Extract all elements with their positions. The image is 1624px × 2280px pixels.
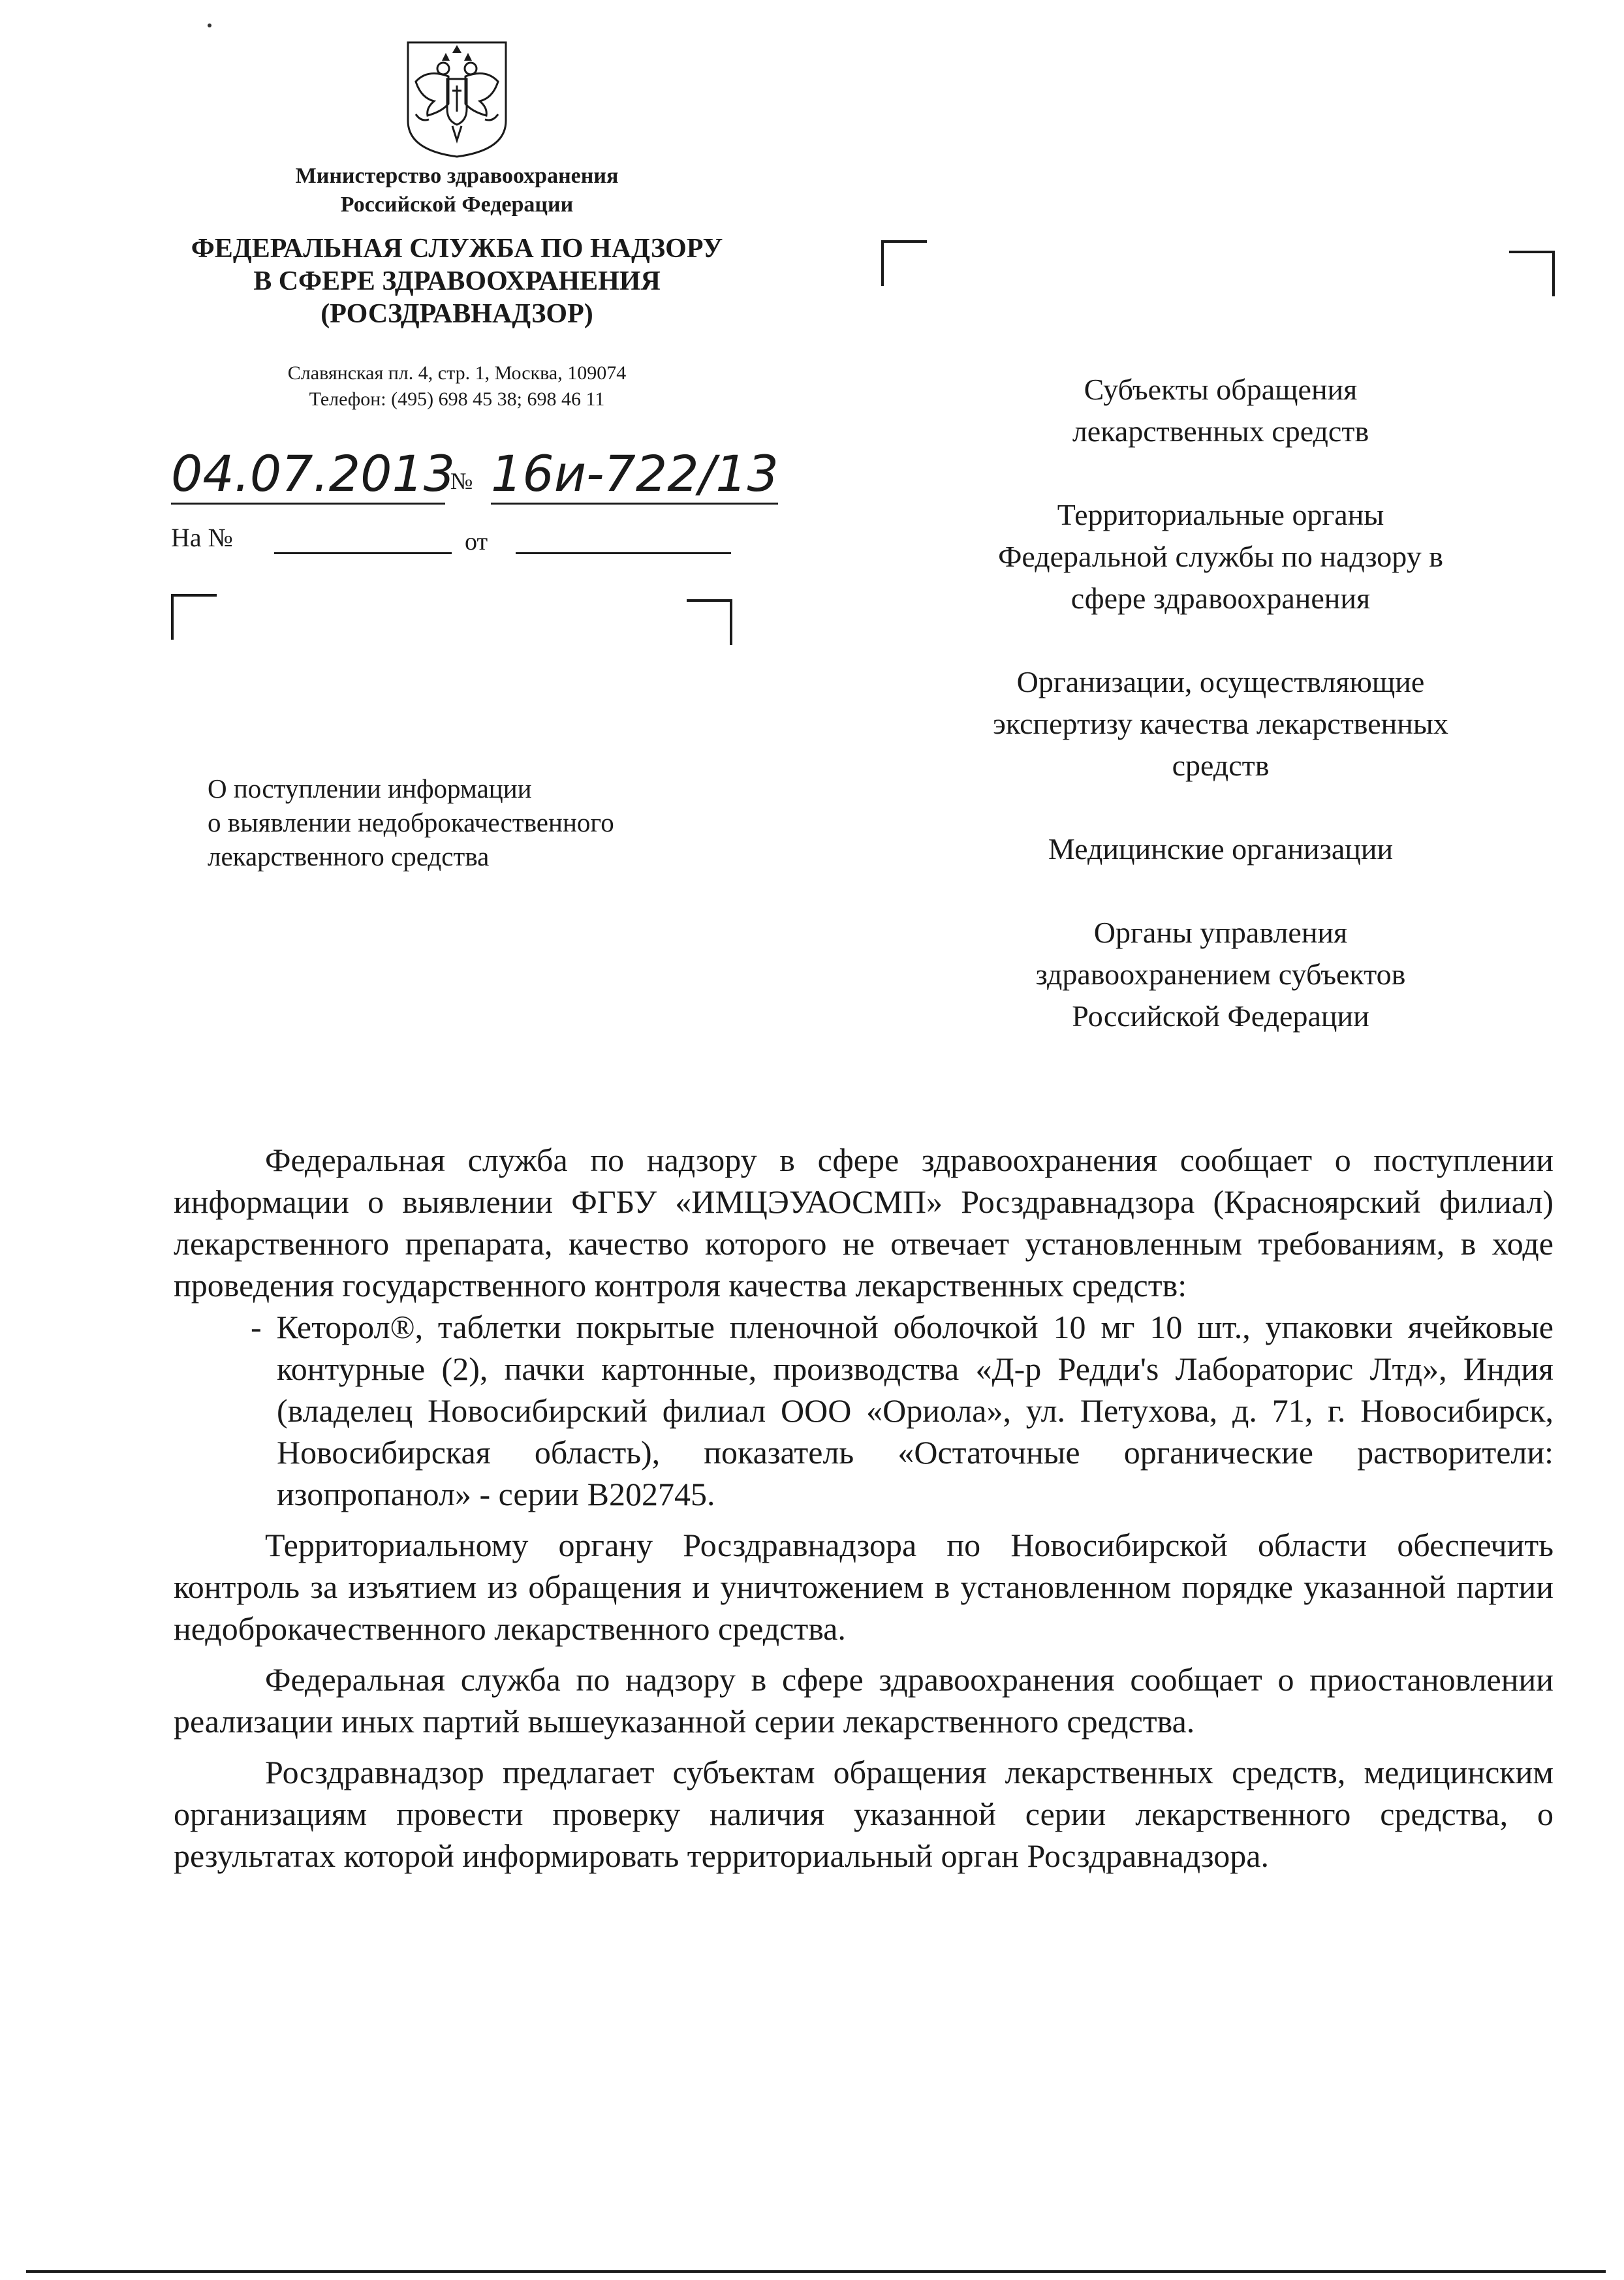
addressee-4: [901, 828, 1540, 870]
coat-of-arms-icon: [401, 36, 512, 160]
subject-corner-left: [171, 594, 217, 640]
ministry-line-2: Российской Федерации: [340, 193, 574, 217]
address-line-2: Телефон: (495) 698 45 38; 698 46 11: [309, 388, 605, 410]
addressee-5-line-1: Органы управления: [1093, 916, 1348, 949]
subject-corner-right: [687, 599, 732, 645]
address-line-1: Славянская пл. 4, стр. 1, Москва, 109074: [287, 362, 627, 384]
letter-subject: [208, 772, 730, 873]
body-paragraph-3: Федеральная служба по надзору в сфере здравоохранения сообщает о приостановлении реализации иных партий вышеуказанной серии лекарственного средства.: [174, 1661, 1554, 1740]
addressee-corner-right: [1509, 251, 1555, 296]
letter-body: [174, 1139, 1554, 1877]
number-underline: [491, 503, 778, 505]
service-name: [157, 232, 757, 330]
body-paragraph-2: Территориальному органу Росздравнадзора по Новосибирской области обеспечить контроль за изъятием из обращения и уничтожением в установленном порядке указанной партии недоброкачественного лекарственного средства.: [174, 1527, 1554, 1647]
subject-line-1: О поступлении информации: [208, 773, 532, 804]
reply-to-number-line: [274, 552, 452, 554]
addressee-list: [901, 369, 1540, 1037]
body-paragraph-1: Федеральная служба по надзору в сфере здравоохранения сообщает о поступлении информации о выявлении ФГБУ «ИМЦЭУАОСМП» Росздравнадзора (Красноярский филиал) лекарственного препарата, качество которого не отвечает установленным требованиям, в ходе проведения государственного контроля качества лекарственных средств:: [174, 1142, 1554, 1304]
addressee-2-line-1: Территориальные органы: [1057, 498, 1384, 531]
ministry-name: [183, 162, 731, 219]
scan-speck: [208, 23, 211, 27]
from-label: от: [465, 528, 488, 555]
addressee-1-line-1: Субъекты обращения: [1084, 373, 1358, 406]
service-line-1: ФЕДЕРАЛЬНАЯ СЛУЖБА ПО НАДЗОРУ: [191, 234, 723, 264]
reply-to-label: На №: [171, 523, 233, 552]
addressee-5-line-2: здравоохранением субъектов: [1035, 958, 1406, 991]
ministry-line-1: Министерство здравоохранения: [295, 164, 619, 188]
date-underline: [171, 503, 445, 505]
addressee-4-line-1: Медицинские организации: [1048, 832, 1394, 866]
addressee-3-line-1: Организации, осуществляющие: [1016, 665, 1425, 698]
registration-number: 16и-722/13: [491, 445, 779, 503]
addressee-5: [901, 912, 1540, 1037]
reply-to-date-line: [516, 552, 731, 554]
addressee-3-line-3: средств: [1172, 749, 1270, 782]
addressee-5-line-3: Российской Федерации: [1072, 999, 1369, 1033]
addressee-corner-left: [881, 240, 927, 286]
subject-line-2: о выявлении недоброкачественного: [208, 807, 614, 837]
subject-line-3: лекарственного средства: [208, 841, 490, 871]
service-line-2: В СФЕРЕ ЗДРАВООХРАНЕНИЯ: [253, 266, 661, 296]
addressee-1: [901, 369, 1540, 452]
addressee-2-line-2: Федеральной службы по надзору в: [998, 540, 1443, 573]
addressee-3-line-2: экспертизу качества лекарственных: [993, 707, 1448, 740]
body-list-item-1: - Кеторол®, таблетки покрытые пленочной оболочкой 10 мг 10 шт., упаковки ячейковые контурные (2), пачки картонные, производства «Д-р Редди's Лабораторис Лтд», Индия (владелец Новосибирский филиал ООО «Ориола», ул. Петухова, д. 71, г. Новосибирск, Новосибирская область), показатель «Остаточные органические растворители: изопропанол» - серии В202745.: [251, 1309, 1554, 1512]
addressee-3: [901, 661, 1540, 787]
scan-bottom-edge: [26, 2270, 1606, 2273]
number-label: №: [450, 468, 473, 494]
registration-date: 04.07.2013: [171, 445, 456, 503]
addressee-2: [901, 494, 1540, 619]
addressee-1-line-2: лекарственных средств: [1072, 414, 1369, 448]
service-address: [183, 360, 731, 413]
service-line-3: (РОСЗДРАВНАДЗОР): [320, 299, 593, 329]
addressee-2-line-3: сфере здравоохранения: [1070, 582, 1371, 615]
body-paragraph-4: Росздравнадзор предлагает субъектам обращения лекарственных средств, медицинским организациям провести проверку наличия указанной серии лекарственного средства, о результатах которой информировать территориальный орган Росздравнадзора.: [174, 1754, 1554, 1874]
